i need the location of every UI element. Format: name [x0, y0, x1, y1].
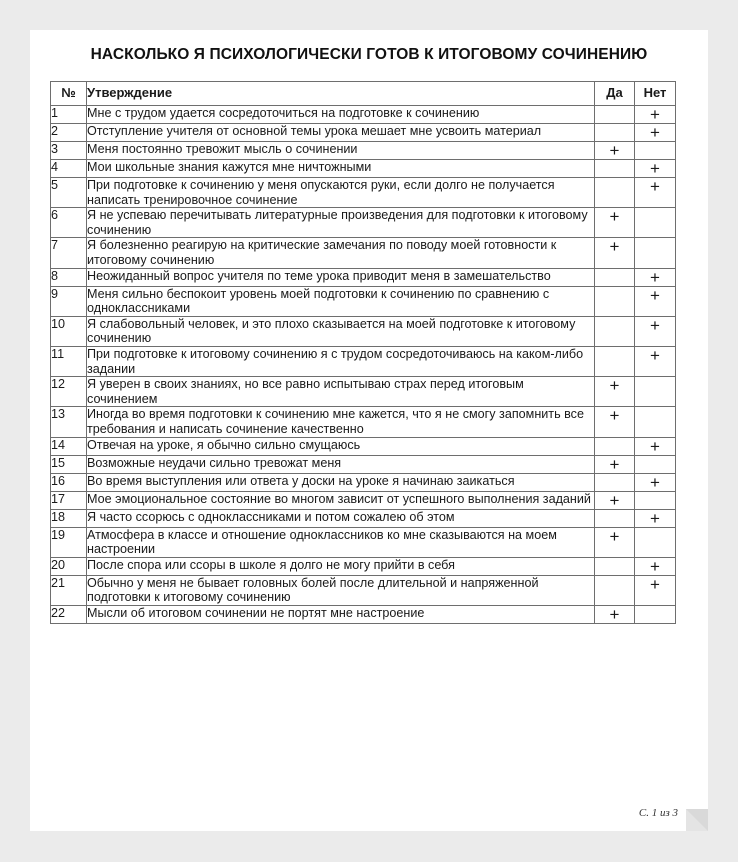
- row-number: 22: [51, 605, 87, 623]
- row-number: 10: [51, 316, 87, 346]
- table-row: [51, 527, 676, 557]
- row-no-mark: +: [635, 437, 676, 455]
- row-number: 11: [51, 346, 87, 376]
- row-no-mark: [635, 142, 676, 160]
- row-statement: При подготовке к итоговому сочинению я с трудом сосредоточиваюсь на каком-либо задании: [87, 346, 595, 376]
- row-statement: После спора или ссоры в школе я долго не могу прийти в себя: [87, 557, 595, 575]
- row-number: 15: [51, 455, 87, 473]
- row-yes-mark: [595, 106, 635, 124]
- row-yes-mark: +: [595, 491, 635, 509]
- row-number: 19: [51, 527, 87, 557]
- row-number: 13: [51, 407, 87, 437]
- table-row: [51, 160, 676, 178]
- table-row: [51, 208, 676, 238]
- table-row: [51, 106, 676, 124]
- row-no-mark: +: [635, 124, 676, 142]
- document-page: [30, 30, 708, 831]
- survey-table: [50, 81, 676, 624]
- row-yes-mark: [595, 268, 635, 286]
- row-statement: Я болезненно реагирую на критические замечания по поводу моей готовности к итоговому сочинению: [87, 238, 595, 268]
- row-number: 5: [51, 178, 87, 208]
- row-yes-mark: [595, 557, 635, 575]
- table-row: [51, 509, 676, 527]
- row-no-mark: +: [635, 160, 676, 178]
- row-number: 18: [51, 509, 87, 527]
- row-no-mark: +: [635, 316, 676, 346]
- row-yes-mark: [595, 437, 635, 455]
- row-no-mark: +: [635, 473, 676, 491]
- row-no-mark: +: [635, 575, 676, 605]
- row-number: 2: [51, 124, 87, 142]
- row-statement: Мое эмоциональное состояние во многом зависит от успешного выполнения заданий: [87, 491, 595, 509]
- table-header-row: [51, 82, 676, 106]
- row-yes-mark: [595, 509, 635, 527]
- row-statement: Мои школьные знания кажутся мне ничтожными: [87, 160, 595, 178]
- table-row: [51, 437, 676, 455]
- row-number: 6: [51, 208, 87, 238]
- row-no-mark: +: [635, 286, 676, 316]
- row-number: 14: [51, 437, 87, 455]
- table-row: [51, 286, 676, 316]
- table-row: [51, 124, 676, 142]
- row-yes-mark: +: [595, 142, 635, 160]
- row-number: 21: [51, 575, 87, 605]
- row-statement: Отвечая на уроке, я обычно сильно смущаюсь: [87, 437, 595, 455]
- row-number: 20: [51, 557, 87, 575]
- row-no-mark: [635, 455, 676, 473]
- row-statement: Я уверен в своих знаниях, но все равно испытываю страх перед итоговым сочинением: [87, 377, 595, 407]
- header-num: №: [51, 82, 87, 106]
- row-number: 3: [51, 142, 87, 160]
- row-yes-mark: [595, 346, 635, 376]
- page-number: С. 1 из 3: [638, 807, 678, 819]
- row-yes-mark: [595, 473, 635, 491]
- row-no-mark: [635, 605, 676, 623]
- row-statement: Отступление учителя от основной темы урока мешает мне усвоить материал: [87, 124, 595, 142]
- row-no-mark: [635, 491, 676, 509]
- row-statement: Неожиданный вопрос учителя по теме урока приводит меня в замешательство: [87, 268, 595, 286]
- row-yes-mark: [595, 286, 635, 316]
- table-row: [51, 557, 676, 575]
- row-statement: Атмосфера в классе и отношение одноклассников ко мне сказываются на моем настроении: [87, 527, 595, 557]
- row-statement: Меня сильно беспокоит уровень моей подготовки к сочинению по сравнению с одноклассниками: [87, 286, 595, 316]
- row-statement: При подготовке к сочинению у меня опускаются руки, если долго не получается написать тренировочное сочинение: [87, 178, 595, 208]
- row-statement: Возможные неудачи сильно тревожат меня: [87, 455, 595, 473]
- row-yes-mark: +: [595, 407, 635, 437]
- table-row: [51, 142, 676, 160]
- page-title: НАСКОЛЬКО Я ПСИХОЛОГИЧЕСКИ ГОТОВ К ИТОГОВОМУ СОЧИНЕНИЮ: [90, 46, 648, 63]
- header-no: Нет: [635, 82, 676, 106]
- row-no-mark: +: [635, 178, 676, 208]
- row-no-mark: [635, 377, 676, 407]
- row-no-mark: +: [635, 557, 676, 575]
- row-statement: Меня постоянно тревожит мысль о сочинении: [87, 142, 595, 160]
- row-yes-mark: +: [595, 238, 635, 268]
- table-row: [51, 407, 676, 437]
- row-yes-mark: [595, 160, 635, 178]
- row-statement: Мне с трудом удается сосредоточиться на подготовке к сочинению: [87, 106, 595, 124]
- row-no-mark: +: [635, 268, 676, 286]
- row-no-mark: [635, 208, 676, 238]
- row-statement: Я слабовольный человек, и это плохо сказывается на моей подготовке к итоговому сочинению: [87, 316, 595, 346]
- row-number: 7: [51, 238, 87, 268]
- row-yes-mark: +: [595, 455, 635, 473]
- row-no-mark: +: [635, 346, 676, 376]
- table-row: [51, 238, 676, 268]
- row-statement: Иногда во время подготовки к сочинению мне кажется, что я не смогу запомнить все требования и написать сочинение качественно: [87, 407, 595, 437]
- table-row: [51, 178, 676, 208]
- row-yes-mark: +: [595, 527, 635, 557]
- row-no-mark: +: [635, 106, 676, 124]
- row-yes-mark: +: [595, 377, 635, 407]
- table-row: [51, 455, 676, 473]
- table-row: [51, 575, 676, 605]
- row-no-mark: +: [635, 509, 676, 527]
- row-number: 12: [51, 377, 87, 407]
- row-no-mark: [635, 238, 676, 268]
- row-yes-mark: [595, 575, 635, 605]
- row-number: 16: [51, 473, 87, 491]
- table-row: [51, 473, 676, 491]
- table-row: [51, 491, 676, 509]
- row-statement: Мысли об итоговом сочинении не портят мне настроение: [87, 605, 595, 623]
- row-number: 8: [51, 268, 87, 286]
- row-number: 9: [51, 286, 87, 316]
- row-number: 4: [51, 160, 87, 178]
- row-yes-mark: +: [595, 208, 635, 238]
- row-statement: Обычно у меня не бывает головных болей после длительной и напряженной подготовки к итоговому сочинению: [87, 575, 595, 605]
- row-number: 1: [51, 106, 87, 124]
- page-corner-fold: [686, 809, 708, 831]
- row-yes-mark: [595, 124, 635, 142]
- header-yes: Да: [595, 82, 635, 106]
- table-row: [51, 316, 676, 346]
- row-no-mark: [635, 407, 676, 437]
- table-row: [51, 268, 676, 286]
- row-number: 17: [51, 491, 87, 509]
- header-statement: Утверждение: [87, 82, 595, 106]
- table-row: [51, 346, 676, 376]
- row-yes-mark: [595, 178, 635, 208]
- row-statement: Во время выступления или ответа у доски на уроке я начинаю заикаться: [87, 473, 595, 491]
- row-statement: Я не успеваю перечитывать литературные произведения для подготовки к итоговому сочинению: [87, 208, 595, 238]
- row-yes-mark: +: [595, 605, 635, 623]
- row-no-mark: [635, 527, 676, 557]
- table-row: [51, 605, 676, 623]
- row-yes-mark: [595, 316, 635, 346]
- row-statement: Я часто ссорюсь с одноклассниками и потом сожалею об этом: [87, 509, 595, 527]
- table-row: [51, 377, 676, 407]
